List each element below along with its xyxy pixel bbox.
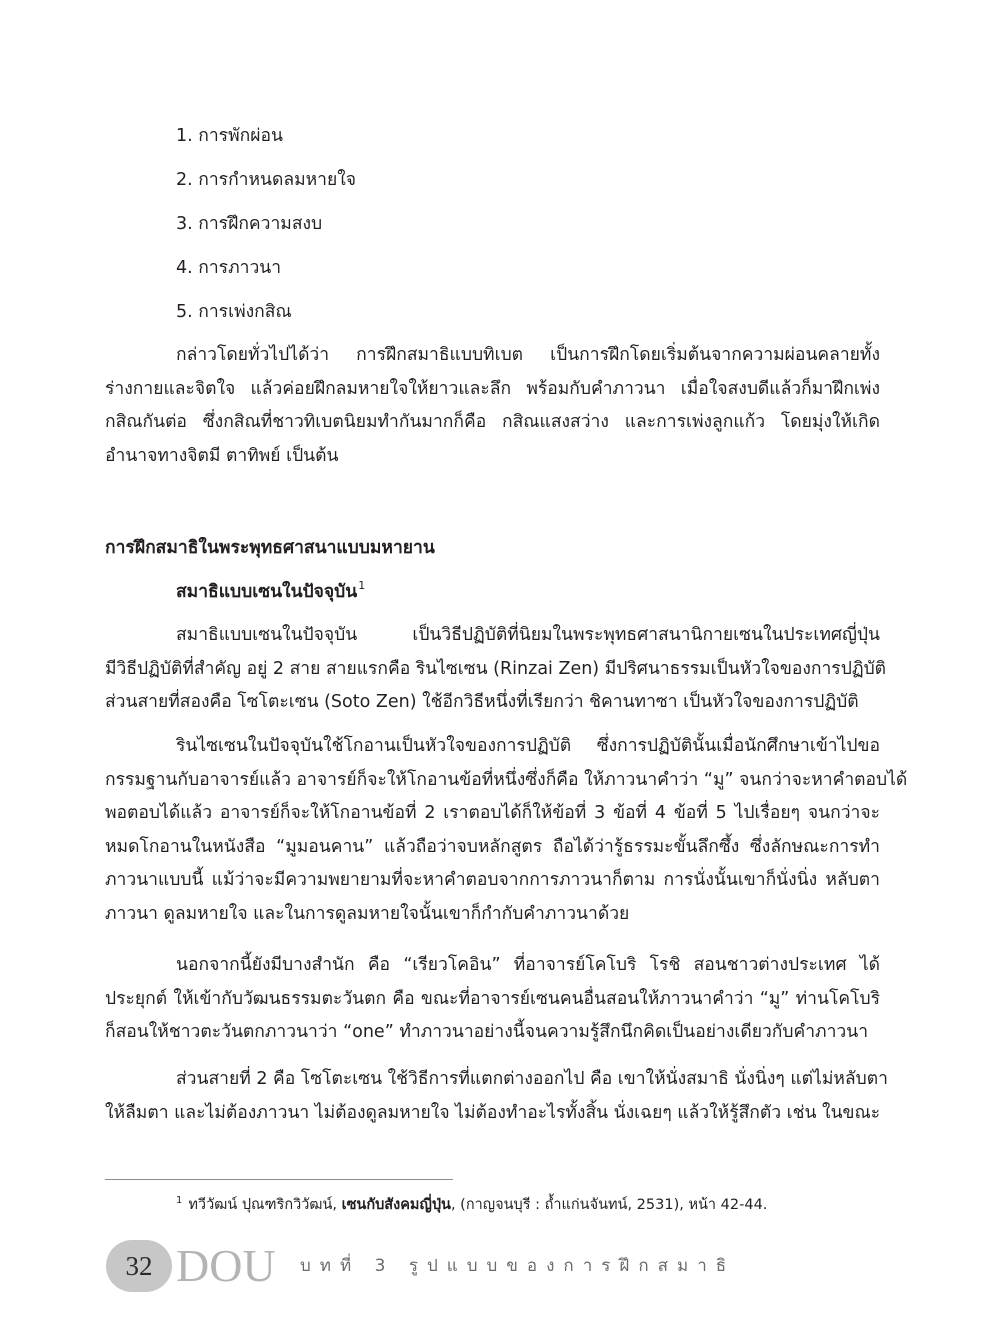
- footnote-book-title: เซนกับสังคมญี่ปุ่น: [341, 1197, 451, 1213]
- paragraph-line: อำนาจทางจิตมี ตาทิพย์ เป็นต้น: [105, 445, 339, 466]
- paragraph-rinzai: [105, 730, 908, 931]
- subsection-heading: [176, 575, 365, 611]
- paragraph-zen-intro: [105, 619, 887, 720]
- page-number-badge: [106, 1240, 172, 1292]
- paragraph-soto: [105, 1063, 888, 1130]
- numbered-list: [176, 114, 356, 334]
- paragraph-line: ภาวนาแบบนี้ แม้ว่าจะมีความพยายามที่จะหาคำตอบจากการภาวนาก็ตาม การนั่งนั้นเขาก็นั่งนิ่ง หลับตา: [105, 870, 880, 890]
- paragraph-line: ภาวนา ดูลมหายใจ และในการดูลมหายใจนั้นเขาก็กำกับคำภาวนาด้วย: [105, 903, 630, 924]
- list-item: 2. การกำหนดลมหายใจ: [176, 170, 357, 190]
- paragraph-ryokoin: [105, 949, 880, 1050]
- paragraph-line: ก็สอนให้ชาวตะวันตกภาวนาว่า “one” ทำภาวนาอย่างนี้จนความรู้สึกนึกคิดเป็นอย่างเดียวกับคำภาวนา: [105, 1022, 869, 1042]
- list-item: 4. การภาวนา: [176, 258, 282, 278]
- dou-logo-text: DOU: [176, 1240, 276, 1291]
- paragraph-line: กสิณกันต่อ ซึ่งกสิณที่ชาวทิเบตนิยมทำกันมากก็คือ กสิณแสงสว่าง และการเพ่งลูกแก้ว โดยมุ่งให้เกิด: [105, 412, 880, 432]
- footnote: [176, 1193, 767, 1219]
- section-heading: การฝึกสมาธิในพระพุทธศาสนาแบบมหายาน: [105, 538, 435, 558]
- footnote-details: , (กาญจนบุรี : ถ้ำแก่นจันทน์, 2531), หน้า 42-44.: [450, 1197, 768, 1213]
- subsection-title: สมาธิแบบเซนในปัจจุบัน: [176, 582, 358, 602]
- paragraph-tibet-summary: [105, 339, 880, 473]
- page-number: 32: [125, 1251, 153, 1281]
- paragraph-line: หมดโกอานในหนังสือ “มูมอนคาน” แล้วถือว่าจบหลักสูตร ถือได้ว่ารู้ธรรมะขั้นลึกซึ้ง ซึ่งลักษณะการทำ: [105, 836, 880, 857]
- paragraph-line: สมาธิแบบเซนในปัจจุบัน เป็นวิธีปฏิบัติที่นิยมในพระพุทธศาสนานิกายเซนในประเทศญี่ปุ่น: [176, 625, 880, 645]
- footnote-divider: [105, 1179, 453, 1180]
- paragraph-line: รินไซเซนในปัจจุบันใช้โกอานเป็นหัวใจของการปฏิบัติ ซึ่งการปฏิบัตินั้นเมื่อนักศึกษาเข้าไปขอ: [176, 736, 880, 756]
- paragraph-line: กล่าวโดยทั่วไปได้ว่า การฝึกสมาธิแบบทิเบต เป็นการฝึกโดยเริ่มต้นจากความผ่อนคลายทั้ง: [176, 345, 880, 365]
- list-item: 3. การฝึกความสงบ: [176, 214, 323, 234]
- paragraph-line: ร่างกายและจิตใจ แล้วค่อยฝึกลมหายใจให้ยาวและลึก พร้อมกับคำภาวนา เมื่อใจสงบดีแล้วก็มาฝึกเพ่ง: [105, 378, 880, 399]
- footnote-author: ทวีวัฒน์ ปุณฑริกวิวัฒน์,: [188, 1197, 342, 1213]
- paragraph-line: ให้ลืมตา และไม่ต้องภาวนา ไม่ต้องดูลมหายใจ ไม่ต้องทำอะไรทั้งสิ้น นั่งเฉยๆ แล้วให้รู้สึกตัว เช่น ในขณะ: [105, 1102, 881, 1123]
- paragraph-line: ส่วนสายที่ 2 คือ โซโตะเซน ใช้วิธีการที่แตกต่างออกไป คือ เขาให้นั่งสมาธิ นั่งนิ่งๆ แต่ไม่หลับตา: [176, 1069, 888, 1089]
- list-item: 1. การพักผ่อน: [176, 126, 283, 146]
- paragraph-line: ประยุกต์ ให้เข้ากับวัฒนธรรมตะวันตก คือ ขณะที่อาจารย์เซนคนอื่นสอนให้ภาวนาคำว่า “มู” ท่านโคโบริ: [105, 988, 880, 1009]
- paragraph-line: พอตอบได้แล้ว อาจารย์ก็จะให้โกอานข้อที่ 2 เราตอบได้ก็ให้ข้อที่ 3 ข้อที่ 4 ข้อที่ 5 ไปเรื่อยๆ จนกว่าจะ: [105, 803, 880, 823]
- paragraph-line: ส่วนสายที่สองคือ โซโตะเซน (Soto Zen) ใช้อีกวิธีหนึ่งที่เรียกว่า ชิคานทาซา เป็นหัวใจของการปฏิบัติ: [105, 692, 859, 712]
- paragraph-line: นอกจากนี้ยังมีบางสำนัก คือ “เรียวโคอิน” ที่อาจารย์โคโบริ โรชิ สอนชาวต่างประเทศ ได้: [176, 955, 880, 975]
- footnote-reference: 1: [358, 579, 366, 592]
- paragraph-line: มีวิธีปฏิบัติที่สำคัญ อยู่ 2 สาย สายแรกคือ รินไซเซน (Rinzai Zen) มีปริศนาธรรมเป็นหัวใจของการปฏิบัติ: [105, 658, 887, 679]
- chapter-running-title: บทที่ 3 รูปแบบของการฝึกสมาธิ: [300, 1256, 736, 1276]
- paragraph-line: กรรมฐานกับอาจารย์แล้ว อาจารย์ก็จะให้โกอานข้อที่หนึ่งซึ่งก็คือ ให้ภาวนาคำว่า “มู” จนกว่าจะหาคำตอบได้: [105, 769, 908, 790]
- list-item: 5. การเพ่งกสิณ: [176, 302, 292, 322]
- footnote-marker: 1: [176, 1195, 183, 1206]
